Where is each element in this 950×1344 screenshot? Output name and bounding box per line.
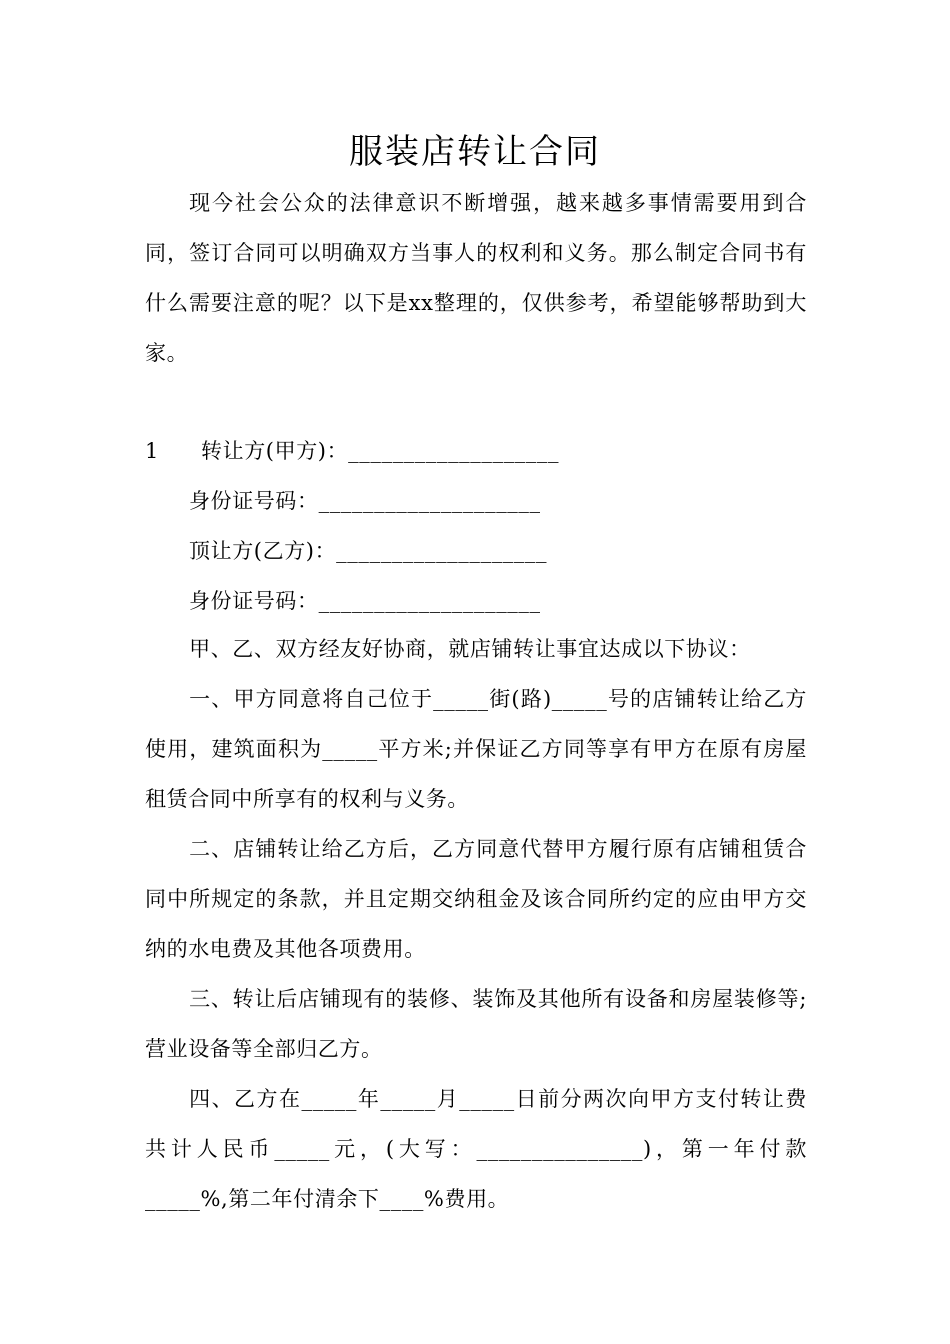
clause-agreement-intro: 甲、乙、双方经友好协商，就店铺转让事宜达成以下协议： (189, 637, 751, 661)
party-b-field: 顶让方(乙方)：___________________ (189, 539, 548, 563)
clause-4: 四、乙方在_____年_____月_____日前分两次向甲方支付转让费共计人民币_____元，(大写：_______________)，第一年付款_____%,第二年付清余下____%费用。 (145, 1087, 807, 1211)
intro-paragraph: 现今社会公众的法律意识不断增强，越来越多事情需要用到合同，签订合同可以明确双方当事人的权利和义务。那么制定合同书有什么需要注意的呢？以下是xx整理的，仅供参考，希望能够帮助到大家。 (145, 191, 807, 365)
clause-3: 三、转让后店铺现有的装修、装饰及其他所有设备和房屋装修等;营业设备等全部归乙方。 (145, 987, 807, 1061)
list-number: 1 (145, 439, 159, 463)
party-b-id-field: 身份证号码：____________________ (189, 589, 541, 613)
intro-section (145, 178, 807, 378)
party-fields (145, 426, 807, 626)
party-a-id-field: 身份证号码：____________________ (189, 489, 541, 513)
clause-1: 一、甲方同意将自己位于_____街(路)_____号的店铺转让给乙方使用，建筑面积为_____平方米;并保证乙方同等享有甲方在原有房屋租赁合同中所享有的权利与义务。 (145, 687, 807, 811)
document-title: 服装店转让合同 (349, 132, 601, 172)
clauses-section (145, 624, 807, 1224)
clause-2: 二、店铺转让给乙方后，乙方同意代替甲方履行原有店铺租赁合同中所规定的条款，并且定期交纳租金及该合同所约定的应由甲方交纳的水电费及其他各项费用。 (145, 837, 807, 961)
party-a-field: 转让方(甲方)：___________________ (201, 439, 560, 463)
party-a-row (145, 426, 807, 476)
